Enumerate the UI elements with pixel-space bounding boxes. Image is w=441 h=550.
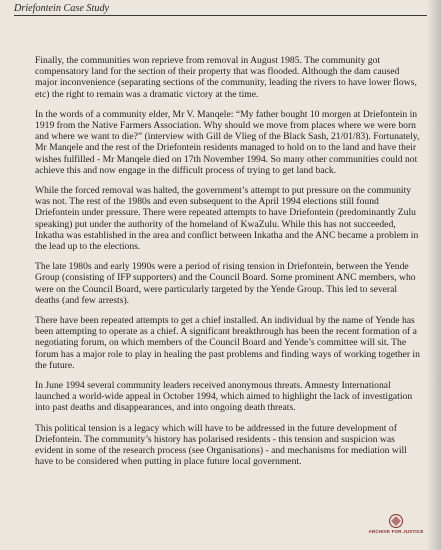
- archive-watermark-logo: [367, 513, 425, 541]
- paragraph-3: While the forced removal was halted, the government’s attempt to put pressure on the community was not. The rest of the 1980s and even subsequent to the April 1994 elections still found Driefontein under pressure. There were repeated attempts to have Driefontein (predominantly Zulu speaking) put under the authority of the homeland of KwaZulu. While this has not succeeded, Inkatha was established in the area and conflict between Inkatha and the ANC became a problem in the lead up to the elections.: [35, 185, 419, 253]
- paragraph-7: This political tension is a legacy which will have to be addressed in the future development of Driefontein. The community’s history has polarised residents - this tension and suspicion was evident in some of the research process (see Organisations) - and mechanisms for mediation will have to be considered when putting in place future local government.: [35, 422, 407, 468]
- page-edge-shadow: [427, 0, 441, 550]
- running-header: Driefontein Case Study: [14, 3, 427, 16]
- paragraph-5: There have been repeated attempts to get a chief installed. An individual by the name of Yende has been attempting to operate as a chief. A significant breakthrough has been the recent formation of a negotiating forum, on which members of the Council Board and Yende’s committee will sit. The forum has a major role to play in healing the past problems and finding ways of working together in the future.: [35, 315, 420, 371]
- document-body: [35, 55, 421, 477]
- paragraph-1: Finally, the communities won reprieve from removal in August 1985. The community got compensatory land for the section of their property that was flooded. Although the dam caused major inconvenience (separating sections of the community, leading the rivers to have lower flows, etc) the right to remain was a dramatic victory at the time.: [35, 55, 417, 100]
- watermark-text: ARCHIVE FOR JUSTICE: [368, 529, 424, 534]
- archive-logo-icon: [367, 513, 425, 529]
- paragraph-2: In the words of a community elder, Mr V. Manqele: “My father bought 10 morgen at Driefontein in 1919 from the Native Farmers Association. Why should we move from places where we were born and where we want to die?” (interview with Gill de Vlieg of the Black Sash, 21/01/83). Fortunately, Mr Manqele and the rest of the Driefontein residents managed to hold on to the land and have their wishes fulfilled - Mr Manqele died on 17th November 1994. So many other communities could not achieve this and now engage in the difficult process of trying to get land back.: [35, 108, 420, 176]
- paragraph-6: In June 1994 several community leaders received anonymous threats. Amnesty International launched a world-wide appeal in October 1994, which aimed to highlight the lack of investigation into past deaths and disappearances, and into ongoing death threats.: [35, 380, 413, 414]
- paragraph-4: The late 1980s and early 1990s were a period of rising tension in Driefontein, between the Yende Group (consisting of IFP supporters) and the Council Board. Some prominent ANC members, who were on the Council Board, were particularly targeted by the Yende Group. This led to several deaths (and few arrests).: [35, 261, 416, 306]
